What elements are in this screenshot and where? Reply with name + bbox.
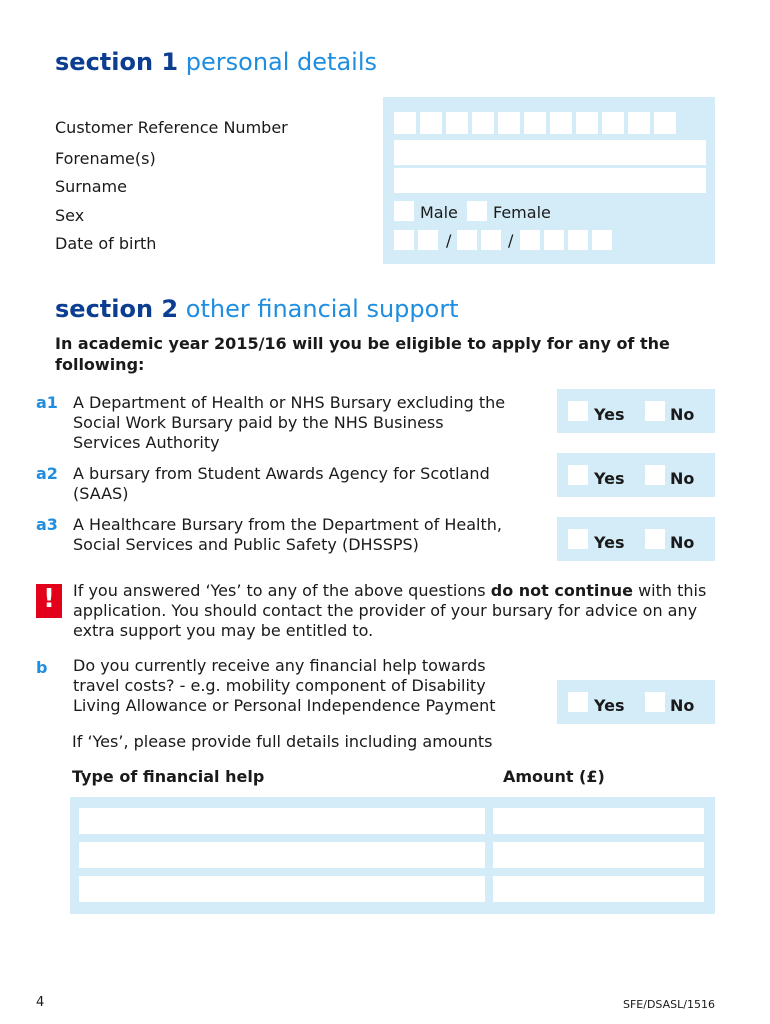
- surname-label: Surname: [55, 177, 127, 196]
- section2-lead-question: In academic year 2015/16 will you be eligible to apply for any of the following:: [55, 334, 670, 374]
- section1-heading: [55, 48, 377, 76]
- question-a3-no-checkbox[interactable]: [645, 529, 665, 549]
- crn-digit-box[interactable]: [550, 112, 572, 134]
- forenames-label: Forename(s): [55, 149, 156, 168]
- dob-month-box[interactable]: [457, 230, 477, 250]
- question-a3-letter: a3: [36, 515, 58, 534]
- crn-label: Customer Reference Number: [55, 118, 288, 137]
- page-number: 4: [36, 995, 45, 1010]
- amount-header: Amount (£): [503, 767, 605, 786]
- question-b-yes-checkbox[interactable]: [568, 692, 588, 712]
- crn-digit-box[interactable]: [420, 112, 442, 134]
- question-a1-no-checkbox[interactable]: [645, 401, 665, 421]
- crn-digit-box[interactable]: [576, 112, 598, 134]
- section1-number: section 1: [55, 48, 179, 76]
- dob-year-box[interactable]: [520, 230, 540, 250]
- crn-digit-box[interactable]: [628, 112, 650, 134]
- warning-icon: !: [36, 584, 62, 618]
- financial-help-amount-field[interactable]: [493, 842, 704, 868]
- question-a1-yes-checkbox[interactable]: [568, 401, 588, 421]
- dob-separator: /: [508, 231, 514, 250]
- question-a3-no-label: No: [670, 533, 695, 552]
- dob-year-box[interactable]: [544, 230, 564, 250]
- dob-year-box[interactable]: [592, 230, 612, 250]
- question-a2-yes-checkbox[interactable]: [568, 465, 588, 485]
- type-of-help-header: Type of financial help: [72, 767, 265, 786]
- question-b-no-label: No: [670, 696, 695, 715]
- question-a2-answer-panel: [557, 453, 715, 497]
- crn-digit-box[interactable]: [602, 112, 624, 134]
- financial-help-amount-field[interactable]: [493, 876, 704, 902]
- question-b-letter: b: [36, 658, 48, 677]
- female-checkbox[interactable]: [467, 201, 487, 221]
- crn-digit-box[interactable]: [654, 112, 676, 134]
- dob-label: Date of birth: [55, 234, 157, 253]
- crn-digit-box[interactable]: [446, 112, 468, 134]
- male-label: Male: [420, 203, 458, 222]
- financial-help-table: [70, 797, 715, 914]
- dob-month-box[interactable]: [481, 230, 501, 250]
- question-b-text: Do you currently receive any financial help towards travel costs? - e.g. mobility component of Disability Living Allowance or Personal Independence Payment: [73, 656, 496, 715]
- warning-text-after: with this application. You should contact the provider of your bursary for advice on any extra support you may be entitled to.: [73, 581, 707, 640]
- if-yes-instruction: If ‘Yes’, please provide full details including amounts: [72, 732, 493, 751]
- question-a2-yes-label: Yes: [594, 469, 625, 488]
- dob-year-box[interactable]: [568, 230, 588, 250]
- crn-digit-box[interactable]: [394, 112, 416, 134]
- question-b-yes-label: Yes: [594, 696, 625, 715]
- warning-text: [73, 581, 721, 641]
- forenames-field[interactable]: [394, 140, 706, 165]
- question-b-no-checkbox[interactable]: [645, 692, 665, 712]
- question-a3-yes-label: Yes: [594, 533, 625, 552]
- question-a3-answer-panel: [557, 517, 715, 561]
- female-label: Female: [493, 203, 551, 222]
- question-a1-yes-label: Yes: [594, 405, 625, 424]
- financial-help-type-field[interactable]: [79, 808, 485, 834]
- question-a1-answer-panel: [557, 389, 715, 433]
- personal-details-panel: [383, 97, 715, 264]
- form-code: SFE/DSASL/1516: [623, 998, 715, 1011]
- sex-label: Sex: [55, 206, 85, 225]
- dob-separator: /: [446, 231, 452, 250]
- male-checkbox[interactable]: [394, 201, 414, 221]
- section2-title: other financial support: [185, 295, 459, 323]
- question-a1-no-label: No: [670, 405, 695, 424]
- dob-day-box[interactable]: [418, 230, 438, 250]
- section2-heading: [55, 295, 459, 323]
- crn-digit-box[interactable]: [524, 112, 546, 134]
- section2-number: section 2: [55, 295, 179, 323]
- surname-field[interactable]: [394, 168, 706, 193]
- question-a2-text: A bursary from Student Awards Agency for Scotland (SAAS): [73, 464, 490, 503]
- financial-help-amount-field[interactable]: [493, 808, 704, 834]
- question-a3-text: A Healthcare Bursary from the Department of Health, Social Services and Public Safety (DHSSPS): [73, 515, 502, 554]
- question-a2-no-checkbox[interactable]: [645, 465, 665, 485]
- crn-digit-box[interactable]: [498, 112, 520, 134]
- dob-day-box[interactable]: [394, 230, 414, 250]
- question-a2-no-label: No: [670, 469, 695, 488]
- financial-help-type-field[interactable]: [79, 842, 485, 868]
- question-a1-text: A Department of Health or NHS Bursary excluding the Social Work Bursary paid by the NHS Business Services Authority: [73, 393, 506, 452]
- warning-text-bold: do not continue: [490, 581, 633, 600]
- question-a3-yes-checkbox[interactable]: [568, 529, 588, 549]
- section1-title: personal details: [185, 48, 377, 76]
- warning-text-before: If you answered ‘Yes’ to any of the above questions: [73, 581, 491, 600]
- crn-digit-box[interactable]: [472, 112, 494, 134]
- question-a1-letter: a1: [36, 393, 58, 412]
- question-a2-letter: a2: [36, 464, 58, 483]
- financial-help-type-field[interactable]: [79, 876, 485, 902]
- question-b-answer-panel: [557, 680, 715, 724]
